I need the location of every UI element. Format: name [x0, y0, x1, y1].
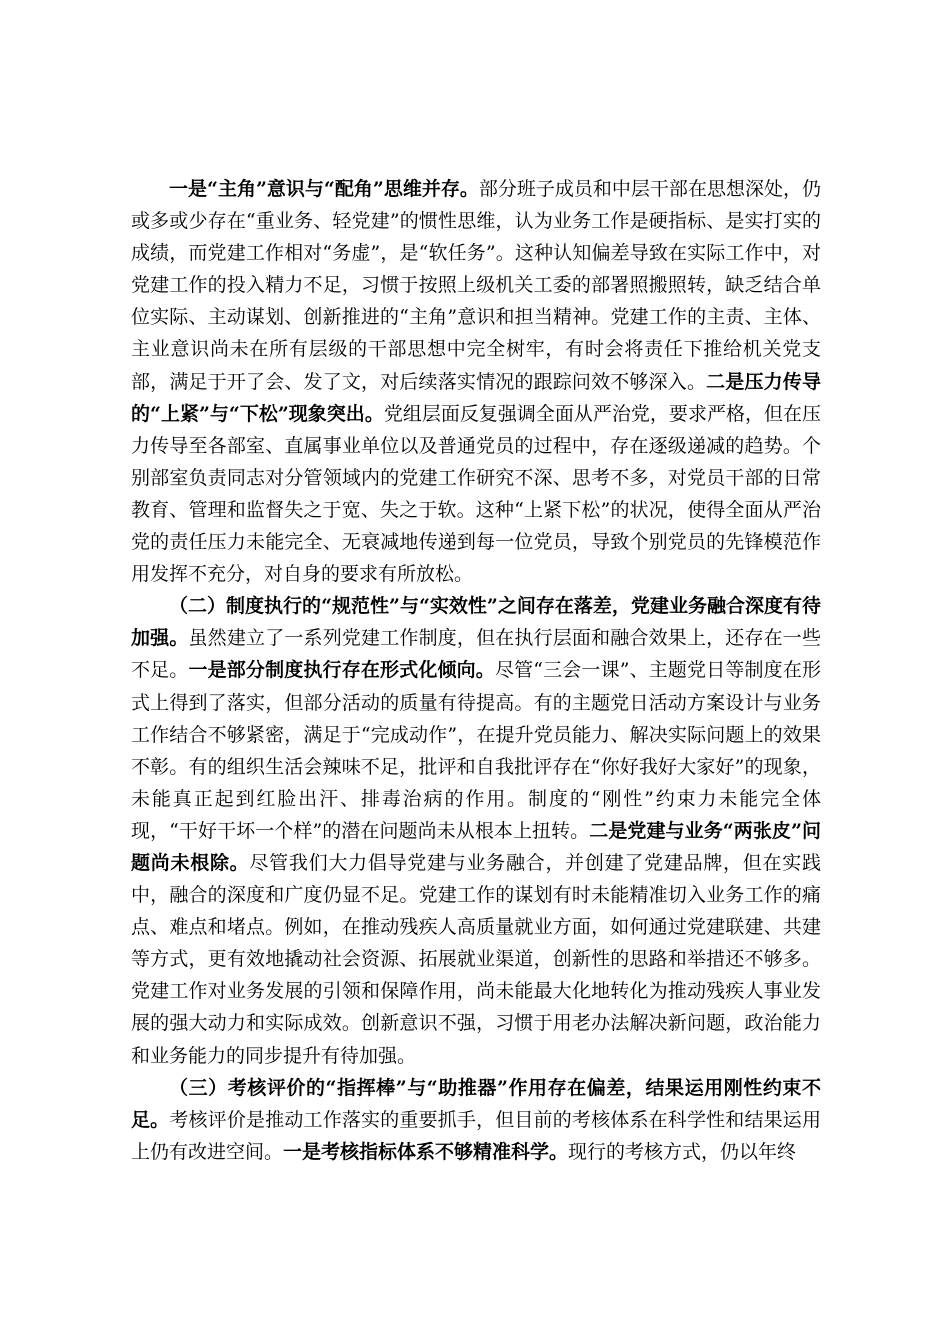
body-text: 现行的考核方式，仍以年终 — [568, 1140, 797, 1163]
body-text: 部分班子成员和中层干部在思想深处，仍或多或少存在“重业务、轻党建”的惯性思维，认为业务工作是硬指标、是实打实的成绩，而党建工作相对“务虚”，是“软任务”。这种认知偏差导致在实际工作中，对党建工作的投入精力不足，习惯于按照上级机关工委的部署照搬照转，缺乏结合单位实际、主动谋划、创新推进的“主角”意识和担当精神。党建工作的主责、主体、主业意识尚未在所有层级的干部思想中完全树牢，有时会将责任下推给机关党支部，满足于开了会、发了文，对后续落实情况的跟踪问效不够深入。 — [131, 178, 821, 393]
heading-formalism: 一是部分制度执行存在形式化倾向。 — [188, 659, 495, 682]
paragraph-responsibility — [131, 173, 821, 590]
heading-main-role-awareness: 一是“主角”意识与“配角”思维并存。 — [169, 178, 479, 200]
section-heading-2: （二）制度执行的“规范性”与“实效性”之间存在落差，党建业务融合深度有待加强。 — [131, 595, 821, 650]
paragraph-system-execution — [131, 590, 821, 1071]
heading-indicator-system: 一是考核指标体系不够精准科学。 — [283, 1140, 569, 1163]
heading-two-skins: 二是党建与业务“两张皮”问题尚未根除。 — [131, 819, 822, 874]
body-text: 考核评价是推动工作落实的重要抓手，但目前的考核体系在科学性和结果运用上仍有改进空间。 — [131, 1108, 821, 1163]
body-text: 虽然建立了一系列党建工作制度，但在执行层面和融合效果上，还存在一些不足。 — [131, 627, 821, 682]
section-heading-3: （三）考核评价的“指挥棒”与“助推器”作用存在偏差，结果运用刚性约束不足。 — [131, 1076, 821, 1131]
body-text: 尽管“三会一课”、主题党日等制度在形式上得到了落实，但部分活动的质量有待提高。有的主题党日活动方案设计与业务工作结合不够紧密，满足于“完成动作”，在提升党员能力、解决实际问题上的效果不彰。有的组织生活会辣味不足，批评和自我批评存在“你好我好大家好”的现象，未能真正起到红脸出汗、排毒治病的作用。制度的“刚性”约束力未能完全体现，“干好干坏一个样”的潜在问题尚未从根本上扭转。 — [131, 659, 821, 842]
paragraph-assessment — [131, 1072, 821, 1168]
body-text: 尽管我们大力倡导党建与业务融合，并创建了党建品牌，但在实践中，融合的深度和广度仍显不足。党建工作的谋划有时未能精准切入业务工作的痛点、难点和堵点。例如，在推动残疾人高质量就业方面，如何通过党建联建、共建等方式，更有效地撬动社会资源、拓展就业渠道，创新性的思路和举措还不够多。党建工作对业务发展的引领和保障作用，尚未能最大化地转化为推动残疾人事业发展的强大动力和实际成效。创新意识不强，习惯于用老办法解决新问题，政治能力和业务能力的同步提升有待加强。 — [131, 851, 821, 1067]
document-body — [131, 173, 821, 1168]
body-text: 党组层面反复强调全面从严治党，要求严格，但在压力传导至各部室、直属事业单位以及普通党员的过程中，存在逐级递减的趋势。个别部室负责同志对分管领域内的党建工作研究不深、思考不多，对党员干部的日常教育、管理和监督失之于宽、失之于软。这种“上紧下松”的状况，使得全面从严治党的责任压力未能完全、无衰减地传递到每一位党员，导致个别党员的先锋模范作用发挥不充分，对自身的要求有所放松。 — [131, 402, 821, 586]
heading-pressure-transmission: 二是压力传导的“上紧”与“下松”现象突出。 — [131, 370, 821, 425]
